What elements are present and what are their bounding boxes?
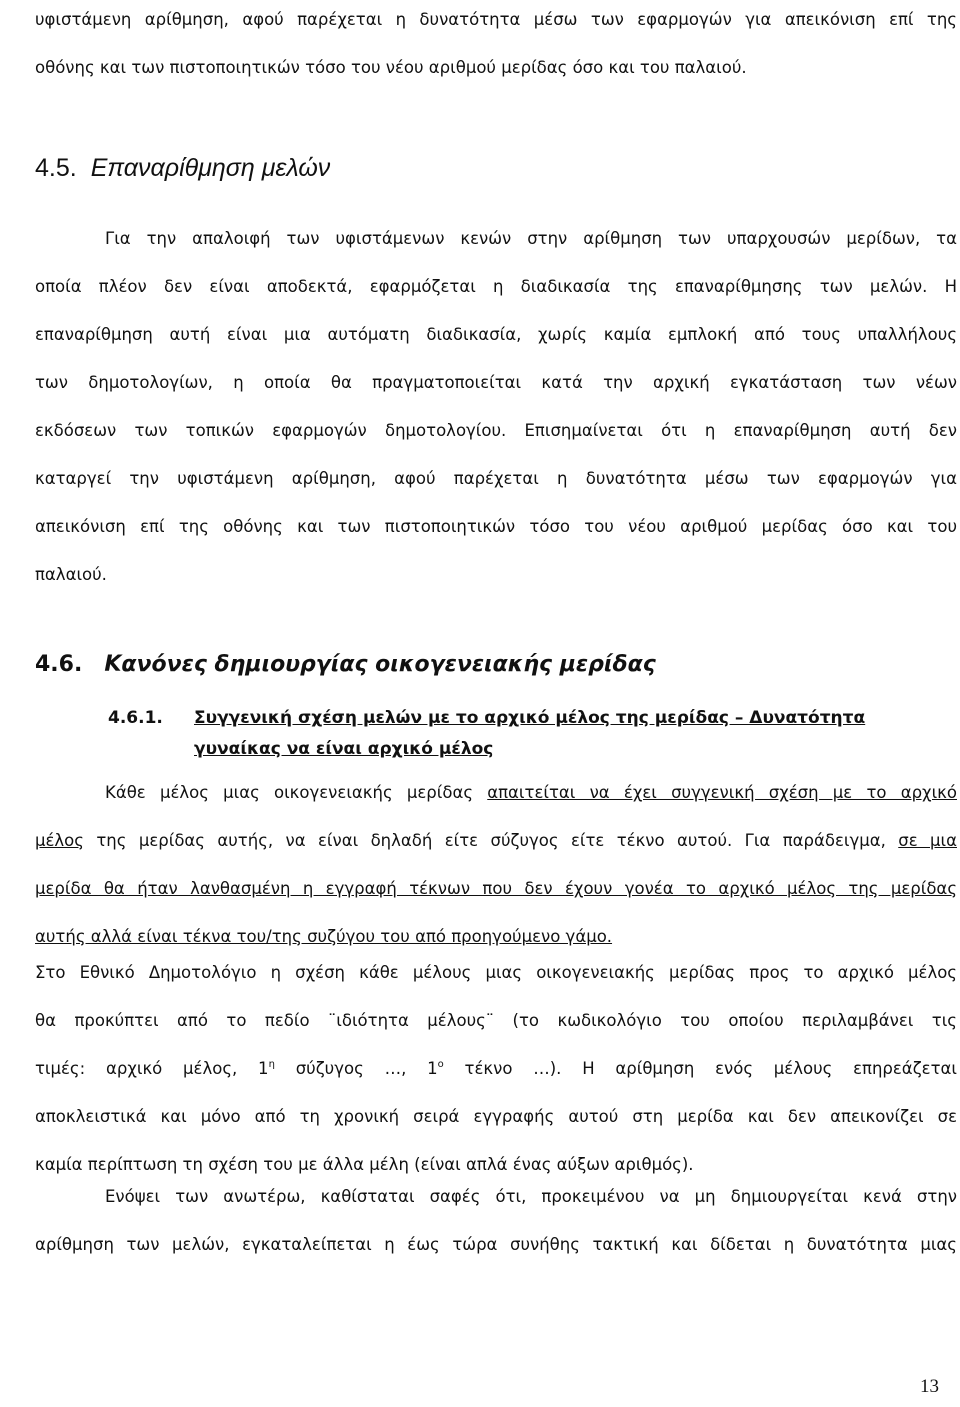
- section-title: Κανόνες δημιουργίας οικογενειακής μερίδας: [104, 652, 656, 677]
- text-line: οποία πλέον δεν είναι αποδεκτά, εφαρμόζεται η διαδικασία της επαναρίθμησης των μελών. Η: [35, 277, 957, 296]
- section-number: 4.6.1.: [108, 708, 163, 728]
- section-4-6-heading: [35, 645, 656, 685]
- superscript: ο: [437, 1059, 444, 1070]
- text-line: καμία περίπτωση τη σχέση του με άλλα μέλη (είναι απλά ένας αύξων αριθμός).: [35, 1155, 694, 1174]
- underlined-text: αυτής αλλά είναι τέκνα του/της συζύγου του από προηγούμενο γάμο.: [35, 927, 613, 946]
- text-run: της μερίδας αυτής, να είναι δηλαδή είτε σύζυγος είτε τέκνο αυτού. Για παράδειγμα,: [83, 831, 899, 850]
- top-paragraph: [35, 0, 957, 92]
- section-4-6-1-paragraph-2: [35, 949, 957, 1189]
- text-line: [35, 1045, 957, 1093]
- text-line: [35, 865, 957, 913]
- text-line: θα προκύπτει από το πεδίο ¨ιδιότητα μέλους¨ (το κωδικολόγιο του οποίου περιλαμβάνει τις: [35, 1011, 957, 1030]
- text-line: υφιστάμενη αρίθμηση, αφού παρέχεται η δυνατότητα μέσω των εφαρμογών για απεικόνιση επί της: [35, 10, 957, 29]
- section-title-line: Συγγενική σχέση μελών με το αρχικό μέλος της μερίδας – Δυνατότητα: [194, 708, 866, 728]
- underlined-text: σε μια: [898, 831, 957, 850]
- text-run: Κάθε μέλος μιας οικογενειακής μερίδας: [105, 783, 488, 802]
- text-run: τιμές: αρχικό μέλος, 1: [35, 1059, 269, 1078]
- text-line: [35, 817, 957, 865]
- text-line: αποκλειστικά και μόνο από τη χρονική σειρά εγγραφής αυτού στη μερίδα και δεν απεικονίζει σε: [35, 1107, 957, 1126]
- text-line: καταργεί την υφιστάμενη αρίθμηση, αφού παρέχεται η δυνατότητα μέσω των εφαρμογών για: [35, 469, 957, 488]
- text-line: Για την απαλοιφή των υφιστάμενων κενών στην αρίθμηση των υπαρχουσών μερίδων, τα: [105, 229, 957, 248]
- section-4-6-1-heading: [108, 703, 958, 765]
- text-line: οθόνης και των πιστοποιητικών τόσο του νέου αριθμού μερίδας όσο και του παλαιού.: [35, 58, 747, 77]
- text-line: επαναρίθμηση αυτή είναι μια αυτόματη διαδικασία, χωρίς καμία εμπλοκή από τους υπαλλήλους: [35, 325, 957, 344]
- text-line: αρίθμηση των μελών, εγκαταλείπεται η έως τώρα συνήθης τακτική και δίδεται η δυνατότητα μιας: [35, 1235, 957, 1254]
- text-run: σύζυγος …, 1: [274, 1059, 438, 1078]
- text-line: απεικόνιση επί της οθόνης και των πιστοποιητικών τόσο του νέου αριθμού μερίδας όσο και του: [35, 517, 957, 536]
- underlined-text: μέλος: [35, 831, 84, 850]
- text-line: [35, 769, 957, 817]
- section-4-6-1-paragraph-3: [35, 1173, 957, 1269]
- section-4-5-heading: [35, 148, 330, 188]
- underlined-text: απαιτείται να έχει συγγενική σχέση με το αρχικό: [487, 783, 957, 802]
- text-line: Στο Εθνικό Δημοτολόγιο η σχέση κάθε μέλους μιας οικογενειακής μερίδας προς το αρχικό μέλος: [35, 963, 957, 982]
- page-number: 13: [920, 1376, 939, 1397]
- underlined-text: μερίδα θα ήταν λανθασμένη η εγγραφή τέκνων που δεν έχουν γονέα το αρχικό μέλος της μερίδας: [35, 879, 957, 898]
- text-line: των δημοτολογίων, η οποία θα πραγματοποιείται κατά την αρχική εγκατάσταση των νέων: [35, 373, 957, 392]
- section-number: 4.6.: [35, 652, 83, 677]
- section-number: 4.5.: [35, 154, 77, 182]
- text-line: Ενόψει των ανωτέρω, καθίσταται σαφές ότι, προκειμένου να μη δημιουργείται κενά στην: [105, 1187, 957, 1206]
- text-line: εκδόσεων των τοπικών εφαρμογών δημοτολογίου. Επισημαίνεται ότι η επαναρίθμηση αυτή δεν: [35, 421, 957, 440]
- superscript: η: [268, 1059, 275, 1070]
- text-run: τέκνο …). Η αρίθμηση ενός μέλους επηρεάζεται: [443, 1059, 957, 1078]
- section-4-6-1-paragraph-1: [35, 769, 957, 961]
- text-line: παλαιού.: [35, 565, 107, 584]
- section-title-line: γυναίκας να είναι αρχικό μέλος: [194, 739, 494, 759]
- section-title: Επαναρίθμηση μελών: [90, 154, 331, 182]
- section-4-5-paragraph: [35, 215, 957, 599]
